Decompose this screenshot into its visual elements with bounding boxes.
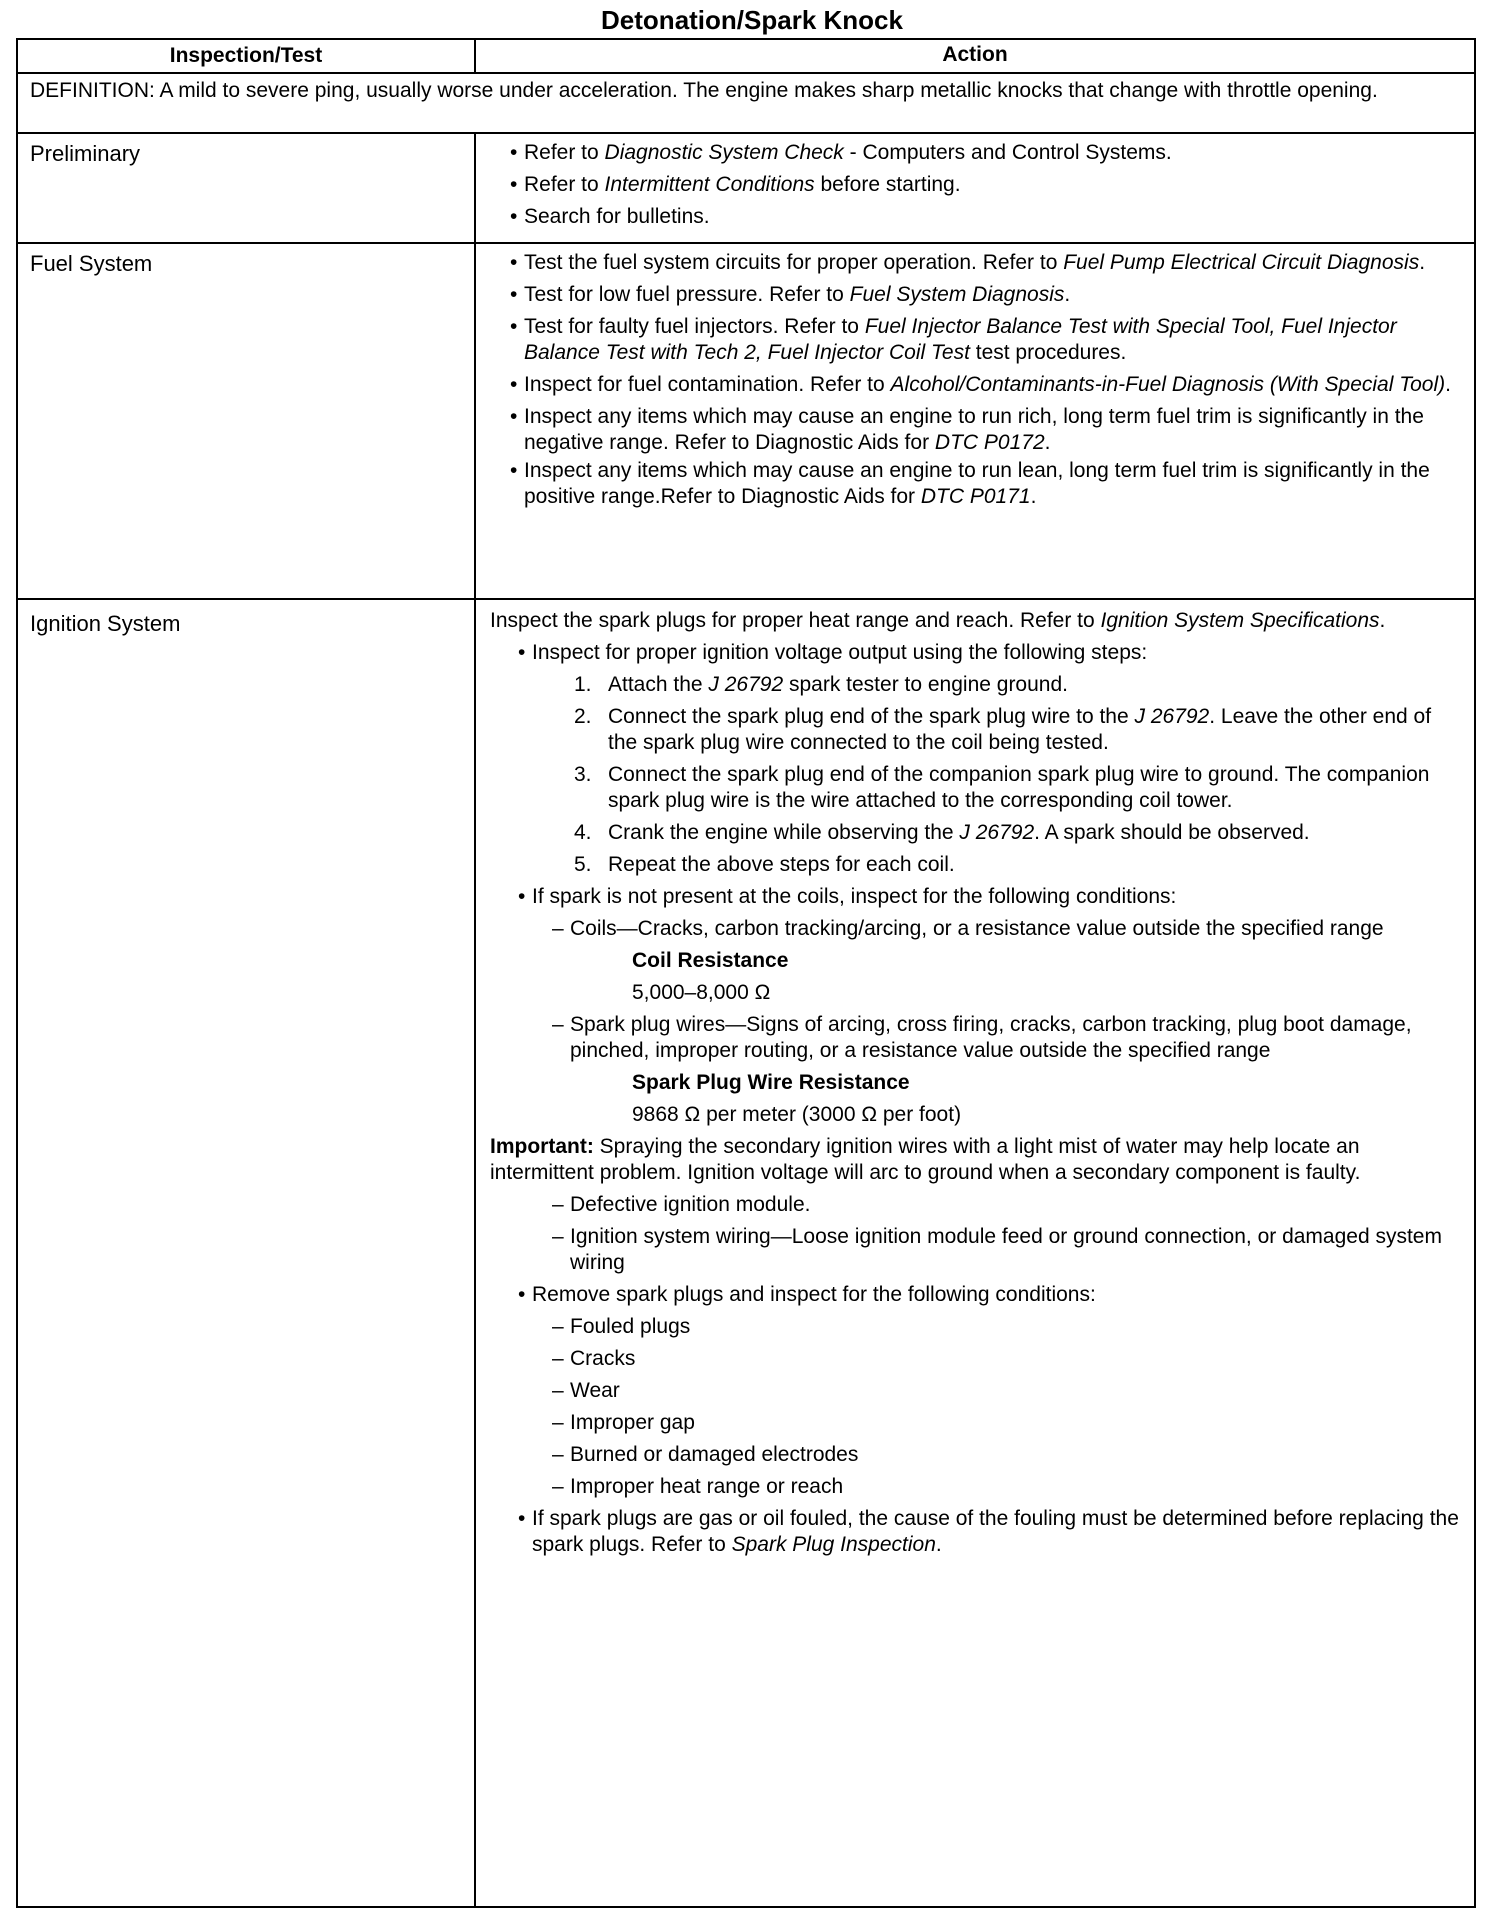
dash-item: – Defective ignition module. [488, 1192, 1462, 1218]
action-fuel-system [476, 244, 1474, 598]
list-item: • Inspect any items which may cause an engine to run lean, long term fuel trim is significantly in the positive range.Refer to Diagnostic Aids for DTC P0171. [488, 458, 1462, 510]
step-item: 5. Repeat the above steps for each coil. [574, 853, 955, 876]
row-label-fuel-system: Fuel System [18, 244, 476, 598]
dash-item: – Ignition system wiring—Loose ignition module feed or ground connection, or damaged system wiring [488, 1224, 1462, 1276]
definition-text: DEFINITION: A mild to severe ping, usually worse under acceleration. The engine makes sharp metallic knocks that change with throttle opening. [30, 79, 1378, 102]
header-inspection: Inspection/Test [18, 40, 476, 72]
step-item: 2. Connect the spark plug end of the spark plug wire to the J 26792. Leave the other end of the spark plug wire connected to the coil being tested. [574, 705, 1432, 754]
list-item: • Refer to Intermittent Conditions before starting. [488, 172, 1462, 198]
list-item: • If spark plugs are gas or oil fouled, the cause of the fouling must be determined before replacing the spark plugs. Refer to Spark Plug Inspection. [488, 1506, 1462, 1558]
dash-item: – Coils—Cracks, carbon tracking/arcing, or a resistance value outside the specified range [488, 916, 1462, 942]
list-item: • Inspect any items which may cause an engine to run rich, long term fuel trim is significantly in the negative range. Refer to Diagnostic Aids for DTC P0172. [488, 404, 1462, 456]
dash-item: – Wear [488, 1378, 1462, 1404]
step-item: 3. Connect the spark plug end of the companion spark plug wire to ground. The companion spark plug wire is the wire attached to the corresponding coil tower. [574, 763, 1430, 812]
diagnostic-table [16, 38, 1476, 1908]
table-row-fuel-system [18, 242, 1474, 598]
header-action: Action [942, 43, 1008, 66]
coil-resistance-value: 5,000–8,000 Ω [632, 981, 771, 1004]
row-label-preliminary: Preliminary [18, 134, 476, 242]
list-item: • Test for faulty fuel injectors. Refer to Fuel Injector Balance Test with Special Tool, Fuel Injector Balance Test with Tech 2, Fuel Injector Coil Test test procedures. [488, 314, 1462, 366]
action-preliminary [476, 134, 1474, 242]
dash-item: – Spark plug wires—Signs of arcing, cross firing, cracks, carbon tracking, plug boot damage, pinched, improper routing, or a resistance value outside the specified range [488, 1012, 1462, 1064]
list-item: • Test for low fuel pressure. Refer to Fuel System Diagnosis. [488, 282, 1462, 308]
coil-resistance-title: Coil Resistance [632, 949, 789, 972]
dash-item: – Improper heat range or reach [488, 1474, 1462, 1500]
wire-resistance-value: 9868 Ω per meter (3000 Ω per foot) [632, 1103, 962, 1126]
dash-item: – Fouled plugs [488, 1314, 1462, 1340]
wire-resistance-title: Spark Plug Wire Resistance [632, 1071, 910, 1094]
row-label-ignition-system: Ignition System [18, 600, 476, 1906]
list-item: • Refer to Diagnostic System Check - Computers and Control Systems. [488, 140, 1462, 166]
definition-row [18, 72, 1474, 132]
list-item: • Inspect for proper ignition voltage output using the following steps: [488, 640, 1462, 666]
dash-item: – Burned or damaged electrodes [488, 1442, 1462, 1468]
step-item: 4. Crank the engine while observing the J 26792. A spark should be observed. [574, 821, 1310, 844]
ignition-intro: Inspect the spark plugs for proper heat range and reach. Refer to Ignition System Specifications. [490, 609, 1386, 632]
dash-item: – Improper gap [488, 1410, 1462, 1436]
list-item: • Inspect for fuel contamination. Refer to Alcohol/Contaminants-in-Fuel Diagnosis (With Special Tool). [488, 372, 1462, 398]
list-item: • If spark is not present at the coils, inspect for the following conditions: [488, 884, 1462, 910]
list-item: • Remove spark plugs and inspect for the following conditions: [488, 1282, 1462, 1308]
list-item: • Search for bulletins. [488, 204, 1462, 230]
action-ignition-system [476, 600, 1474, 1906]
table-row-ignition-system [18, 598, 1474, 1906]
important-note: Important: Spraying the secondary ignition wires with a light mist of water may help locate an intermittent problem. Ignition voltage will arc to ground when a secondary component is faulty. [490, 1135, 1361, 1184]
step-item: 1. Attach the J 26792 spark tester to engine ground. [574, 673, 1068, 696]
dash-item: – Cracks [488, 1346, 1462, 1372]
table-row-preliminary [18, 132, 1474, 242]
page-title: Detonation/Spark Knock [601, 5, 903, 35]
table-header-row [18, 40, 1474, 72]
list-item: • Test the fuel system circuits for proper operation. Refer to Fuel Pump Electrical Circuit Diagnosis. [488, 250, 1462, 276]
